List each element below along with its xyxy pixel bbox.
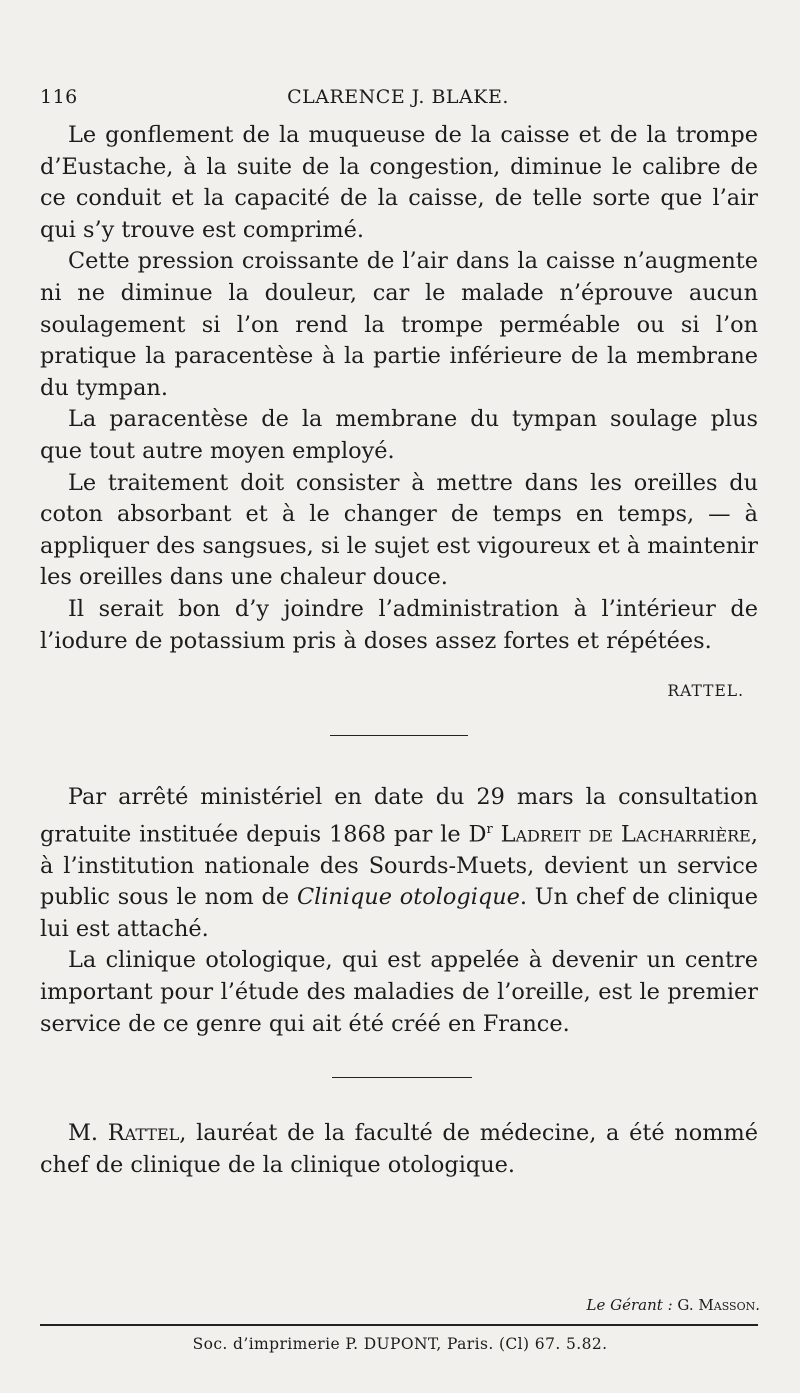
- arrete-text-b: , à l’institution nationale des Sourds-Muets, devient un service public sous le nom de: [40, 821, 758, 911]
- arrete-text-a: Par arrêté ministériel en date du 29 mars la consultation gratuite instituée depuis 1868 par le D: [40, 784, 758, 848]
- article-clinique: [40, 782, 758, 1040]
- signature-rattel: RATTEL.: [667, 682, 744, 700]
- gerant-label: Le Gérant :: [586, 1296, 673, 1314]
- article-nomination: [40, 1118, 758, 1181]
- paragraph-clinique-centre: La clinique otologique, qui est appelée à devenir un centre important pour l’étude des maladies de l’oreille, est le premier service de ce genre qui ait été créé en France.: [40, 947, 758, 1037]
- paragraph-nomination: [40, 1118, 758, 1181]
- nomination-text-a: M.: [68, 1120, 99, 1146]
- paragraph-paracentese: La paracentèse de la membrane du tympan soulage plus que tout autre moyen employé.: [40, 406, 758, 464]
- gerant-name: G. Masson.: [677, 1296, 760, 1314]
- paragraph-iodure: Il serait bon d’y joindre l’administration à l’intérieur de l’iodure de potassium pris à doses assez fortes et répétées.: [40, 595, 758, 654]
- doctor-superscript: r: [486, 821, 493, 837]
- paragraph-pression: Cette pression croissante de l’air dans la caisse n’augmente ni ne diminue la douleur, car le malade n’éprouve aucun soulagement si l’on rend la trompe perméable ou si l’on pratique la paracentèse à la partie inférieure de la membrane du tympan.: [40, 248, 758, 401]
- article-rattel: [40, 120, 758, 657]
- doctor-name: Ladreit de Lacharrière: [500, 821, 751, 848]
- page-number: 116: [40, 86, 78, 108]
- arrete-text-c: . Un chef de clinique lui est attaché.: [40, 884, 758, 942]
- running-title: CLARENCE J. BLAKE.: [287, 86, 509, 108]
- person-name: Rattel: [107, 1120, 180, 1146]
- page-header: [40, 86, 756, 116]
- printer-imprint: Soc. d’imprimerie P. DUPONT, Paris. (Cl) 67. 5.82.: [192, 1335, 608, 1353]
- section-divider: [332, 1077, 472, 1078]
- nomination-text-b: , lauréat de la faculté de médecine, a été nommé chef de clinique de la clinique otologique.: [40, 1120, 759, 1178]
- clinic-name: Clinique otologique: [296, 884, 520, 911]
- paragraph-traitement: Le traitement doit consister à mettre dans les oreilles du coton absorbant et à le changer de temps en temps, — à appliquer des sangsues, si le sujet est vigoureux et à maintenir les oreilles dans une chaleur douce.: [40, 469, 758, 591]
- paragraph-gonflement: Le gonflement de la muqueuse de la caisse et de la trompe d’Eustache, à la suite de la congestion, diminue le calibre de ce conduit et la capacité de la caisse, de telle sorte que l’air qui s’y trouve est comprimé.: [40, 122, 758, 243]
- gerant-line: [587, 1296, 760, 1314]
- section-divider: [330, 735, 468, 736]
- footer-rule: [40, 1324, 758, 1326]
- paragraph-arrete: [40, 782, 758, 945]
